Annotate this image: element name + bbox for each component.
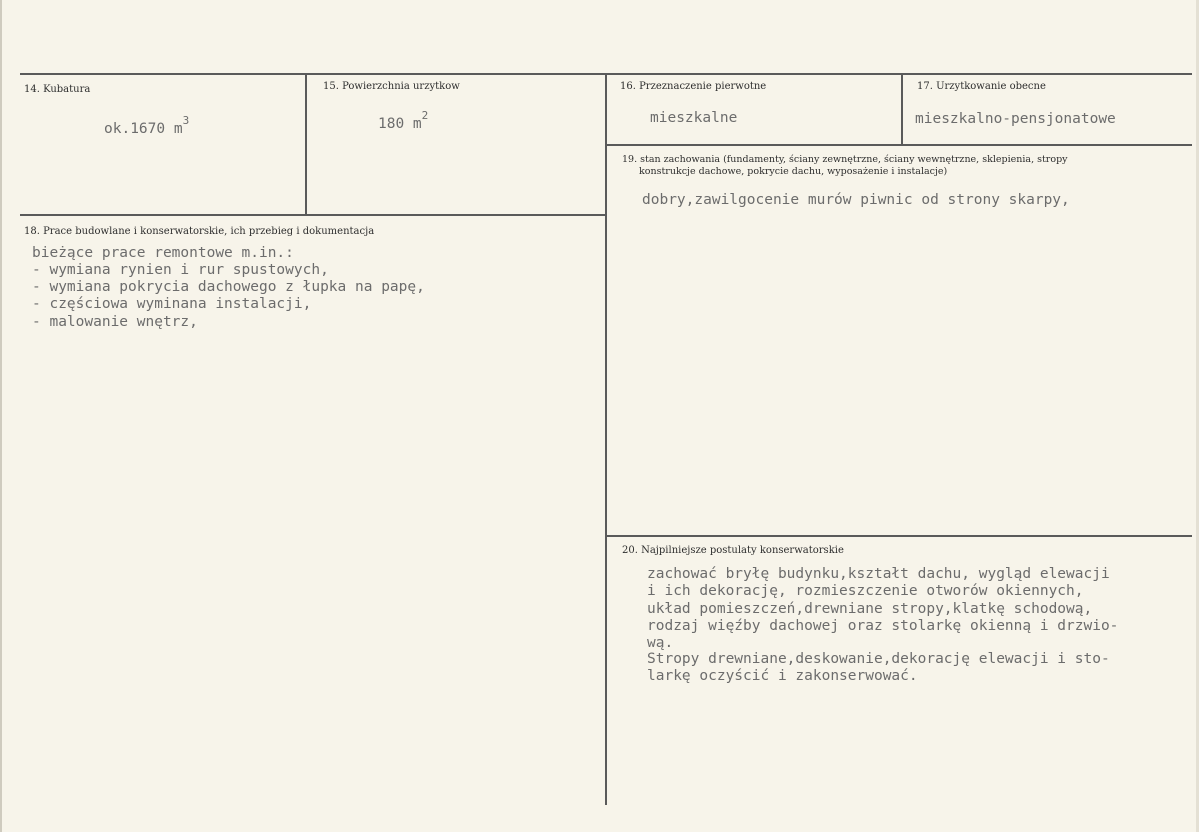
rule-under-14-15 — [20, 214, 605, 216]
divider-14-15 — [305, 73, 307, 215]
powierzchnia-exponent: 2 — [421, 109, 429, 122]
prace-line: - malowanie wnętrz, — [32, 314, 198, 330]
powierzchnia-value — [378, 110, 428, 133]
powierzchnia-text: 180 m — [378, 115, 422, 132]
uzytkowanie-label: 17. Urzytkowanie obecne — [917, 81, 1046, 92]
kubatura-text: ok.1670 m — [104, 120, 183, 137]
przeznaczenie-label: 16. Przeznaczenie pierwotne — [620, 81, 767, 92]
stan-zachowania-value: dobry,zawilgocenie murów piwnic od strony skarpy, — [642, 192, 1070, 208]
rule-above-20 — [607, 535, 1192, 537]
kubatura-label: 14. Kubatura — [24, 84, 91, 95]
kubatura-value — [104, 115, 189, 138]
przeznaczenie-value: mieszkalne — [650, 110, 738, 126]
prace-label: 18. Prace budowlane i konserwatorskie, ich przebieg i dokumentacja — [24, 226, 375, 237]
postulaty-line: rodzaj więźby dachowej oraz stolarkę okienną i drzwio- — [647, 618, 1119, 634]
postulaty-line: larkę oczyścić i zakonserwować. — [647, 668, 918, 684]
divider-16-17 — [901, 73, 903, 145]
prace-line: - wymiana rynien i rur spustowych, — [32, 262, 329, 278]
postulaty-line: wą. — [647, 635, 674, 651]
rule-under-16-17 — [607, 144, 1192, 146]
stan-zachowania-label-line1: 19. stan zachowania (fundamenty, ściany zewnętrzne, ściany wewnętrzne, sklepienia, stropy — [622, 154, 1068, 165]
uzytkowanie-value: mieszkalno-pensjonatowe — [915, 111, 1116, 127]
postulaty-line: Stropy drewniane,deskowanie,dekorację elewacji i sto- — [647, 651, 1110, 667]
prace-line: bieżące prace remontowe m.in.: — [32, 245, 294, 261]
center-divider — [605, 73, 607, 805]
powierzchnia-label: 15. Powierzchnia urzytkow — [323, 81, 460, 92]
stan-zachowania-label-line2: konstrukcje dachowe, pokrycie dachu, wyposażenie i instalacje) — [639, 166, 948, 177]
prace-line: - wymiana pokrycia dachowego z łupka na papę, — [32, 279, 425, 295]
postulaty-line: zachować bryłę budynku,kształt dachu, wygląd elewacji — [647, 566, 1110, 582]
prace-line: - częściowa wyminana instalacji, — [32, 296, 312, 312]
kubatura-exponent: 3 — [182, 114, 190, 127]
postulaty-label: 20. Najpilniejsze postulaty konserwatorskie — [622, 545, 844, 556]
postulaty-line: układ pomieszczeń,drewniane stropy,klatkę schodową, — [647, 601, 1093, 617]
postulaty-line: i ich dekorację, rozmieszczenie otworów okiennych, — [647, 583, 1084, 599]
